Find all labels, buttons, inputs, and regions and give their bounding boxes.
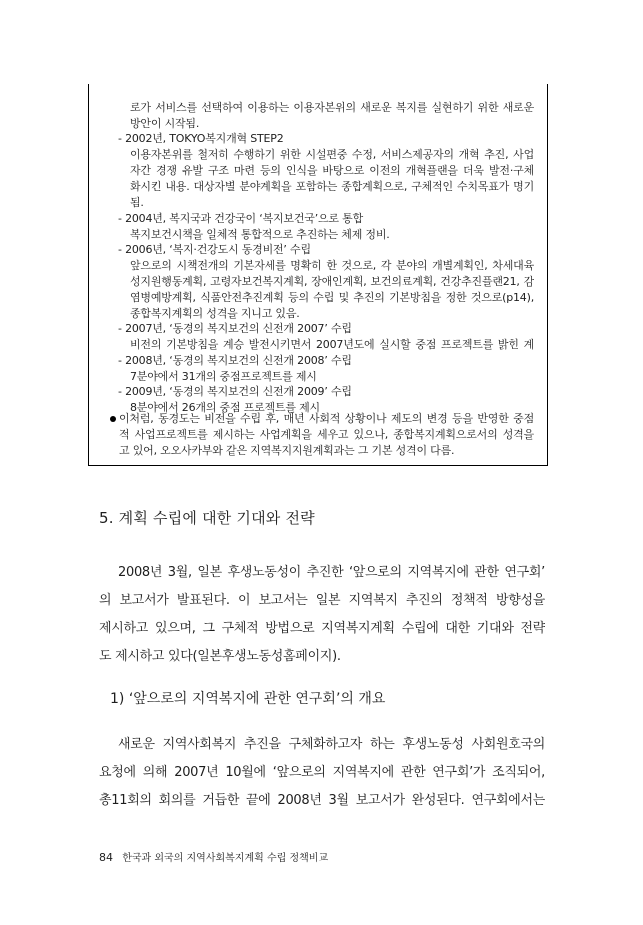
box-line: 8분야에서 26개의 중점 프로젝트를 제시 (130, 401, 320, 414)
box-line: - 2004년, 복지국과 건강국이 ‘복지보건국’으로 통합 (118, 212, 364, 225)
page-number: 84 (99, 851, 113, 864)
box-line: 앞으로의 시책전개의 기본자세를 명확히 한 것으로, 각 분야의 개별계획인, 차세대육 (130, 259, 534, 272)
paragraph-line: 요청에 의해 2007년 10월에 ‘앞으로의 지역복지에 관한 연구회’가 조직되어, (99, 765, 545, 780)
paragraph-line: 총11회의 회의를 거듭한 끝에 2008년 3월 보고서가 완성된다. 연구회에서는 (99, 793, 545, 808)
box-line: - 2008년, ‘동경의 복지보건의 신전개 2008’ 수립 (118, 354, 352, 367)
box-line: 고 있어, 오오사카부와 같은 지역복지지원계획과는 그 기본 성격이 다름. (119, 444, 455, 457)
box-line: 이용자본위를 철저히 수행하기 위한 시설편중 수정, 서비스제공자의 개혁 추진, 사업 (130, 148, 534, 161)
box-line: 됨. (130, 196, 144, 209)
paragraph-line: 새로운 지역사회복지 추진을 구체화하고자 하는 후생노동성 사회원호국의 (118, 737, 545, 752)
box-line: 화시킨 내용. 대상자별 분야계획을 포함하는 종합계획으로, 구체적인 수치목표가 명기 (130, 180, 534, 193)
paragraph-line: 제시하고 있으며, 그 구체적 방법으로 지역복지계획 수립에 대한 기대와 전략 (99, 621, 545, 636)
box-line: 비전의 기본방침을 계승 발전시키면서 2007년도에 실시할 중점 프로젝트를 밝힌 계 (130, 338, 534, 351)
box-line: - 2002년, TOKYO복지개혁 STEP2 (118, 132, 284, 145)
section-heading: 5. 계획 수립에 대한 기대와 전략 (99, 509, 315, 527)
box-line: 염병예방계획, 식품안전추진계획 등의 수립 및 추진의 기본방침을 정한 것으로(p14), (130, 291, 534, 304)
page-footer (99, 851, 328, 866)
box-line: 로가 서비스를 선택하여 이용하는 이용자본위의 새로운 복지를 실현하기 위한 새로운 (130, 101, 534, 114)
box-line: 방안이 시작됨. (130, 117, 200, 130)
box-line: 복지보건시책을 일체적 통합적으로 추진하는 체제 정비. (130, 228, 390, 241)
running-title: 한국과 외국의 지역사회복지계획 수립 정책비교 (122, 853, 329, 864)
box-line: 종합복지계획의 성격을 지니고 있음. (130, 307, 300, 320)
box-line: 7분야에서 31개의 중점프로젝트를 제시 (130, 370, 317, 383)
box-line: 자간 경쟁 유발 구조 마련 등의 인식을 바탕으로 이전의 개혁플랜을 더욱 발전·구체 (130, 164, 534, 177)
box-line: - 2006년, ‘복지·건강도시 동경비전’ 수립 (118, 243, 311, 256)
paragraph-line: 2008년 3월, 일본 후생노동성이 추진한 ‘앞으로의 지역복지에 관한 연구회’ (118, 565, 545, 580)
subsection-heading: 1) ‘앞으로의 지역복지에 관한 연구회’의 개요 (110, 691, 386, 707)
box-line: - 2007년, ‘동경의 복지보건의 신전개 2007’ 수립 (118, 322, 352, 335)
paragraph-line: 도 제시하고 있다(일본후생노동성홈페이지). (99, 649, 341, 664)
box-line: 이처럼, 동경도는 비전을 수립 후, 매년 사회적 상황이나 제도의 변경 등을 반영한 중점 (119, 412, 534, 425)
box-line: 적 사업프로젝트를 제시하는 사업계획을 세우고 있으나, 종합복지계획으로서의 성격을 (119, 428, 534, 441)
box-line: - 2009년, ‘동경의 복지보건의 신전개 2009’ 수립 (118, 385, 352, 398)
bullet-icon (110, 416, 116, 422)
paragraph-line: 의 보고서가 발표된다. 이 보고서는 일본 지역복지 추진의 정책적 방향성을 (99, 593, 545, 608)
box-line: 성지원행동계획, 고령자보건복지계획, 장애인계획, 보건의료계획, 건강추진플랜21, 감 (130, 275, 534, 288)
